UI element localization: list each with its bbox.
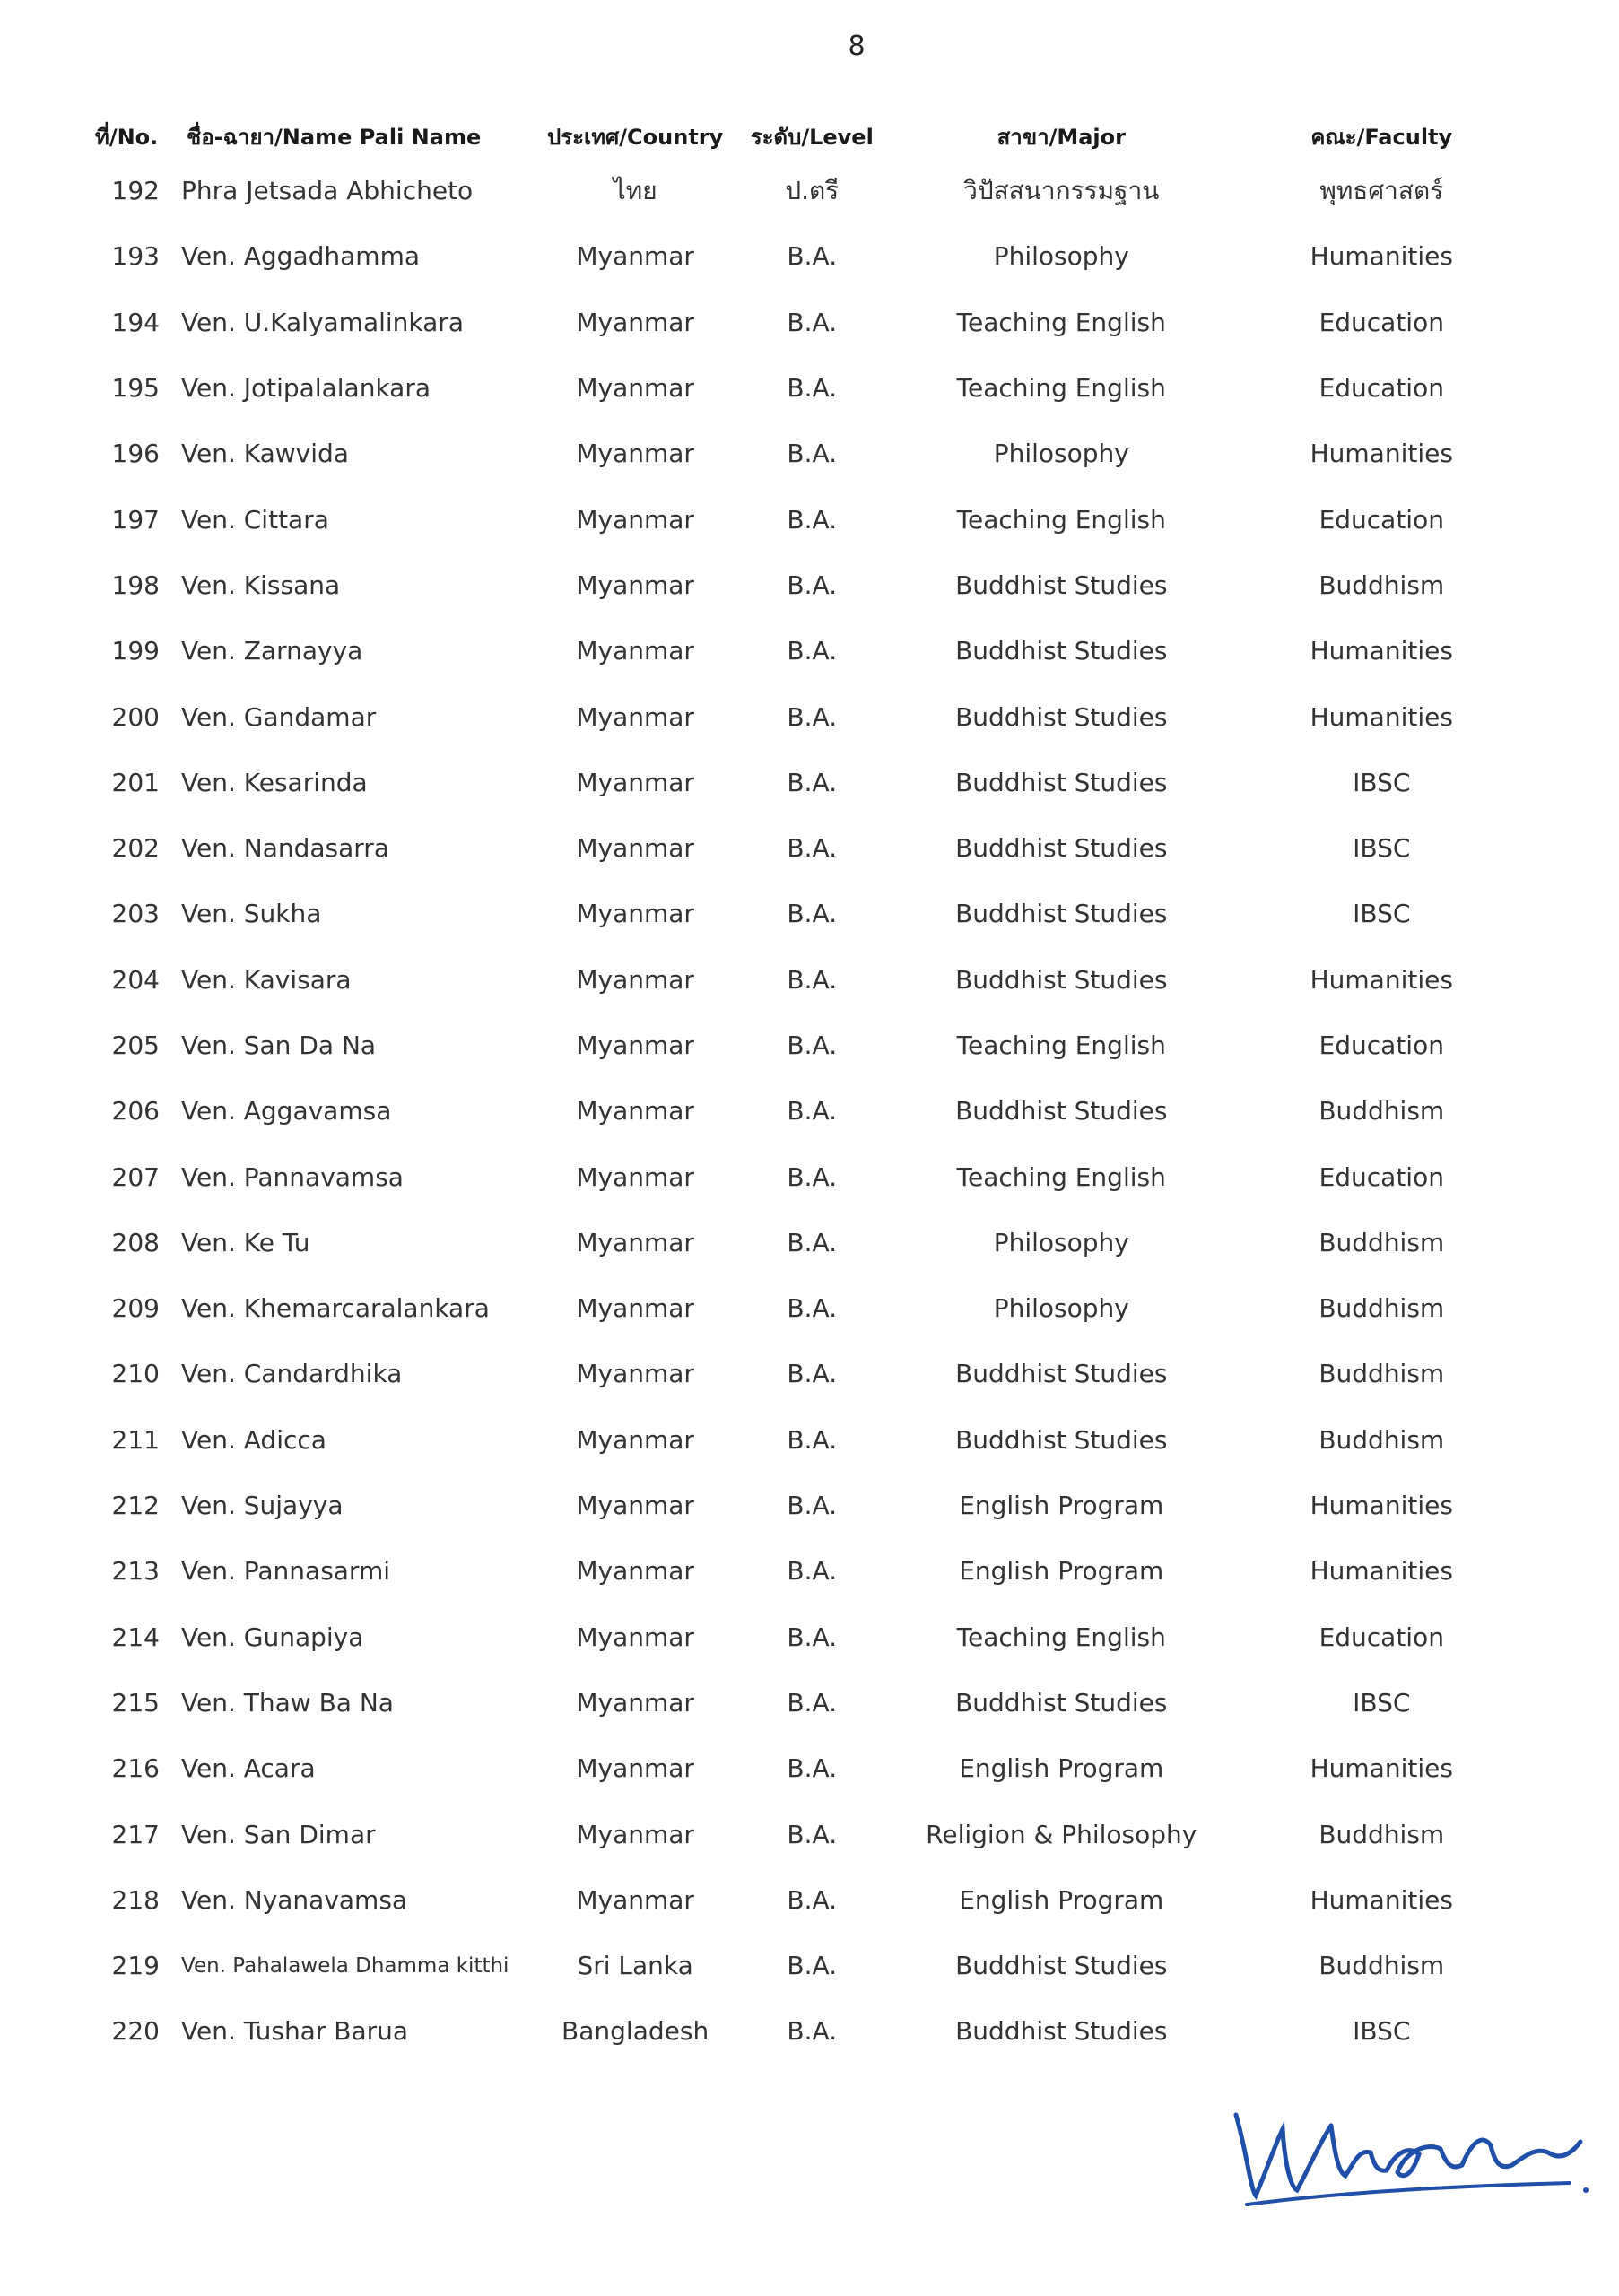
row-major: Teaching English bbox=[956, 307, 1166, 337]
row-number: 209 bbox=[111, 1293, 160, 1324]
row-country: ไทย bbox=[613, 175, 657, 205]
table-row bbox=[86, 1144, 1541, 1209]
row-faculty: Buddhism bbox=[1319, 1359, 1445, 1389]
row-level: B.A. bbox=[787, 1424, 838, 1455]
table-row bbox=[86, 552, 1541, 618]
row-number: 216 bbox=[111, 1753, 160, 1784]
row-faculty: Buddhism bbox=[1319, 1227, 1445, 1257]
row-faculty: Humanities bbox=[1310, 1491, 1453, 1521]
row-level: B.A. bbox=[787, 307, 838, 337]
row-major: Philosophy bbox=[993, 1293, 1129, 1324]
row-major: Buddhist Studies bbox=[955, 570, 1168, 600]
row-country: Sri Lanka bbox=[577, 1951, 693, 1981]
table-row bbox=[86, 1013, 1541, 1078]
row-major: Teaching English bbox=[956, 1031, 1166, 1060]
row-faculty: Education bbox=[1319, 504, 1444, 535]
row-major: English Program bbox=[959, 1753, 1164, 1784]
table-row bbox=[86, 1605, 1541, 1670]
row-country: Myanmar bbox=[576, 1884, 694, 1915]
row-level: B.A. bbox=[787, 1491, 838, 1521]
row-faculty: Education bbox=[1319, 1161, 1444, 1192]
row-number: 197 bbox=[111, 504, 160, 535]
row-country: Myanmar bbox=[576, 1424, 694, 1455]
row-number: 214 bbox=[111, 1622, 160, 1652]
row-number: 210 bbox=[111, 1359, 160, 1389]
row-faculty: Humanities bbox=[1310, 241, 1453, 272]
row-level: B.A. bbox=[787, 570, 838, 600]
row-major: Teaching English bbox=[956, 1622, 1166, 1652]
row-level: B.A. bbox=[787, 899, 838, 929]
row-level: B.A. bbox=[787, 1819, 838, 1849]
row-country: Myanmar bbox=[576, 767, 694, 797]
table-row bbox=[86, 1867, 1541, 1933]
row-level: ป.ตรี bbox=[785, 175, 840, 205]
row-faculty: Education bbox=[1319, 307, 1444, 337]
row-faculty: Education bbox=[1319, 373, 1444, 404]
row-major: วิปัสสนากรรมฐาน bbox=[963, 175, 1160, 205]
table-row bbox=[86, 750, 1541, 815]
table-header-row bbox=[86, 115, 1541, 158]
row-number: 206 bbox=[111, 1096, 160, 1126]
row-major: English Program bbox=[959, 1884, 1164, 1915]
row-name: Ven. Acara bbox=[181, 1753, 316, 1784]
row-name: Ven. Sujayya bbox=[181, 1491, 344, 1521]
row-name: Ven. Tushar Barua bbox=[181, 2016, 409, 2047]
row-major: Buddhist Studies bbox=[955, 636, 1168, 666]
row-major: Buddhist Studies bbox=[955, 833, 1168, 864]
row-country: Myanmar bbox=[576, 1491, 694, 1521]
row-country: Myanmar bbox=[576, 1031, 694, 1060]
row-number: 202 bbox=[111, 833, 160, 864]
row-name: Ven. San Dimar bbox=[181, 1819, 376, 1849]
header-level: ระดับ/Level bbox=[750, 124, 874, 150]
row-number: 205 bbox=[111, 1031, 160, 1060]
row-level: B.A. bbox=[787, 1359, 838, 1389]
row-number: 200 bbox=[111, 701, 160, 732]
row-country: Myanmar bbox=[576, 964, 694, 995]
row-number: 212 bbox=[111, 1491, 160, 1521]
table-row bbox=[86, 158, 1541, 223]
row-name: Ven. Nyanavamsa bbox=[181, 1884, 408, 1915]
row-number: 201 bbox=[111, 767, 160, 797]
header-major: สาขา/Major bbox=[997, 124, 1126, 150]
row-level: B.A. bbox=[787, 1622, 838, 1652]
row-country: Myanmar bbox=[576, 570, 694, 600]
row-name: Ven. Khemarcaralankara bbox=[181, 1293, 490, 1324]
row-major: Buddhist Studies bbox=[955, 2016, 1168, 2047]
row-major: Religion & Philosophy bbox=[926, 1819, 1197, 1849]
header-no: ที่/No. bbox=[95, 124, 159, 150]
row-level: B.A. bbox=[787, 767, 838, 797]
row-level: B.A. bbox=[787, 241, 838, 272]
row-number: 213 bbox=[111, 1556, 160, 1587]
row-name: Ven. Pannavamsa bbox=[181, 1161, 404, 1192]
table-row bbox=[86, 1538, 1541, 1604]
row-number: 211 bbox=[111, 1424, 160, 1455]
row-level: B.A. bbox=[787, 1556, 838, 1587]
row-number: 196 bbox=[111, 439, 160, 469]
row-name: Ven. Kawvida bbox=[181, 439, 349, 469]
row-major: Teaching English bbox=[956, 1161, 1166, 1192]
row-level: B.A. bbox=[787, 1161, 838, 1192]
row-number: 203 bbox=[111, 899, 160, 929]
row-number: 193 bbox=[111, 241, 160, 272]
row-faculty: Buddhism bbox=[1319, 1293, 1445, 1324]
row-country: Myanmar bbox=[576, 1622, 694, 1652]
row-major: Buddhist Studies bbox=[955, 1359, 1168, 1389]
row-country: Myanmar bbox=[576, 833, 694, 864]
row-country: Myanmar bbox=[576, 1819, 694, 1849]
row-country: Myanmar bbox=[576, 1293, 694, 1324]
row-faculty: IBSC bbox=[1353, 1687, 1411, 1718]
table-row bbox=[86, 1275, 1541, 1341]
row-major: Buddhist Studies bbox=[955, 1951, 1168, 1981]
row-name: Phra Jetsada Abhicheto bbox=[181, 176, 474, 206]
table-body bbox=[86, 158, 1541, 2065]
row-country: Myanmar bbox=[576, 439, 694, 469]
row-name: Ven. Adicca bbox=[181, 1424, 326, 1455]
table-row bbox=[86, 683, 1541, 749]
row-major: Philosophy bbox=[993, 439, 1129, 469]
row-number: 194 bbox=[111, 307, 160, 337]
row-level: B.A. bbox=[787, 1293, 838, 1324]
row-country: Myanmar bbox=[576, 1096, 694, 1126]
row-faculty: Buddhism bbox=[1319, 1819, 1445, 1849]
row-name: Ven. U.Kalyamalinkara bbox=[181, 307, 464, 337]
row-faculty: Humanities bbox=[1310, 1884, 1453, 1915]
row-name: Ven. Gandamar bbox=[181, 701, 377, 732]
page-number: 8 bbox=[848, 30, 866, 62]
row-faculty: Humanities bbox=[1310, 636, 1453, 666]
row-country: Bangladesh bbox=[561, 2016, 709, 2047]
row-name: Ven. Ke Tu bbox=[181, 1227, 310, 1257]
table-row bbox=[86, 1801, 1541, 1866]
row-major: English Program bbox=[959, 1556, 1164, 1587]
table-row bbox=[86, 947, 1541, 1013]
row-name: Ven. Gunapiya bbox=[181, 1622, 364, 1652]
row-faculty: Humanities bbox=[1310, 701, 1453, 732]
row-level: B.A. bbox=[787, 1227, 838, 1257]
row-level: B.A. bbox=[787, 1884, 838, 1915]
table-row bbox=[86, 290, 1541, 355]
row-major: Philosophy bbox=[993, 241, 1129, 272]
row-country: Myanmar bbox=[576, 1359, 694, 1389]
header-name: ชื่อ-ฉายา/Name Pali Name bbox=[187, 124, 482, 150]
row-faculty: Humanities bbox=[1310, 964, 1453, 995]
row-number: 199 bbox=[111, 636, 160, 666]
row-faculty: IBSC bbox=[1353, 2016, 1411, 2047]
row-name: Ven. Candardhika bbox=[181, 1359, 403, 1389]
row-country: Myanmar bbox=[576, 1753, 694, 1784]
row-name: Ven. Aggavamsa bbox=[181, 1096, 392, 1126]
row-level: B.A. bbox=[787, 1096, 838, 1126]
row-major: Teaching English bbox=[956, 504, 1166, 535]
row-major: Buddhist Studies bbox=[955, 701, 1168, 732]
row-country: Myanmar bbox=[576, 1687, 694, 1718]
row-level: B.A. bbox=[787, 439, 838, 469]
row-name: Ven. Aggadhamma bbox=[181, 241, 420, 272]
row-faculty: Humanities bbox=[1310, 1753, 1453, 1784]
row-name: Ven. Cittara bbox=[181, 504, 329, 535]
row-country: Myanmar bbox=[576, 307, 694, 337]
row-faculty: IBSC bbox=[1353, 767, 1411, 797]
row-faculty: IBSC bbox=[1353, 899, 1411, 929]
row-country: Myanmar bbox=[576, 241, 694, 272]
row-number: 192 bbox=[111, 176, 160, 206]
table-row bbox=[86, 223, 1541, 289]
row-level: B.A. bbox=[787, 701, 838, 732]
table-row bbox=[86, 1933, 1541, 1998]
row-number: 207 bbox=[111, 1161, 160, 1192]
row-major: English Program bbox=[959, 1491, 1164, 1521]
table-row bbox=[86, 1998, 1541, 2064]
row-country: Myanmar bbox=[576, 636, 694, 666]
table-row bbox=[86, 815, 1541, 881]
row-number: 218 bbox=[111, 1884, 160, 1915]
row-number: 208 bbox=[111, 1227, 160, 1257]
header-country: ประเทศ/Country bbox=[547, 124, 724, 150]
row-level: B.A. bbox=[787, 1753, 838, 1784]
table-row bbox=[86, 1407, 1541, 1473]
row-country: Myanmar bbox=[576, 504, 694, 535]
row-faculty: Buddhism bbox=[1319, 1951, 1445, 1981]
table-row bbox=[86, 881, 1541, 946]
header-faculty: คณะ/Faculty bbox=[1310, 124, 1453, 150]
row-level: B.A. bbox=[787, 636, 838, 666]
row-name: Ven. Pahalawela Dhamma kitthi bbox=[181, 1953, 509, 1978]
row-name: Ven. Kavisara bbox=[181, 964, 352, 995]
row-major: Buddhist Studies bbox=[955, 1424, 1168, 1455]
table-row bbox=[86, 486, 1541, 552]
row-major: Philosophy bbox=[993, 1227, 1129, 1257]
row-name: Ven. Kissana bbox=[181, 570, 341, 600]
row-faculty: Humanities bbox=[1310, 439, 1453, 469]
row-name: Ven. Thaw Ba Na bbox=[181, 1687, 394, 1718]
student-roster-table bbox=[86, 115, 1541, 2065]
row-country: Myanmar bbox=[576, 1161, 694, 1192]
row-faculty: Education bbox=[1319, 1622, 1444, 1652]
row-major: Teaching English bbox=[956, 373, 1166, 404]
row-number: 198 bbox=[111, 570, 160, 600]
table-row bbox=[86, 1078, 1541, 1144]
row-level: B.A. bbox=[787, 1687, 838, 1718]
row-faculty: Education bbox=[1319, 1031, 1444, 1060]
row-major: Buddhist Studies bbox=[955, 964, 1168, 995]
table-row bbox=[86, 1670, 1541, 1735]
row-faculty: IBSC bbox=[1353, 833, 1411, 864]
table-row bbox=[86, 1735, 1541, 1801]
row-country: Myanmar bbox=[576, 701, 694, 732]
row-name: Ven. Sukha bbox=[181, 899, 322, 929]
row-major: Buddhist Studies bbox=[955, 1687, 1168, 1718]
row-name: Ven. San Da Na bbox=[181, 1031, 377, 1060]
table-row bbox=[86, 1473, 1541, 1538]
table-row bbox=[86, 1210, 1541, 1275]
row-level: B.A. bbox=[787, 964, 838, 995]
row-number: 220 bbox=[111, 2016, 160, 2047]
row-name: Ven. Jotipalalankara bbox=[181, 373, 431, 404]
row-number: 195 bbox=[111, 373, 160, 404]
row-level: B.A. bbox=[787, 373, 838, 404]
row-number: 215 bbox=[111, 1687, 160, 1718]
row-name: Ven. Pannasarmi bbox=[181, 1556, 391, 1587]
row-country: Myanmar bbox=[576, 1227, 694, 1257]
row-faculty: Humanities bbox=[1310, 1556, 1453, 1587]
row-faculty: Buddhism bbox=[1319, 1096, 1445, 1126]
row-name: Ven. Nandasarra bbox=[181, 833, 389, 864]
row-level: B.A. bbox=[787, 2016, 838, 2047]
row-country: Myanmar bbox=[576, 373, 694, 404]
row-major: Buddhist Studies bbox=[955, 899, 1168, 929]
table-row bbox=[86, 618, 1541, 683]
signature-image bbox=[1220, 2090, 1597, 2215]
row-faculty: พุทธศาสตร์ bbox=[1319, 175, 1444, 205]
row-level: B.A. bbox=[787, 1951, 838, 1981]
row-level: B.A. bbox=[787, 833, 838, 864]
row-faculty: Buddhism bbox=[1319, 570, 1445, 600]
row-country: Myanmar bbox=[576, 1556, 694, 1587]
row-name: Ven. Zarnayya bbox=[181, 636, 363, 666]
row-country: Myanmar bbox=[576, 899, 694, 929]
row-number: 204 bbox=[111, 964, 160, 995]
row-number: 217 bbox=[111, 1819, 160, 1849]
row-major: Buddhist Studies bbox=[955, 767, 1168, 797]
row-major: Buddhist Studies bbox=[955, 1096, 1168, 1126]
table-row bbox=[86, 355, 1541, 421]
table-row bbox=[86, 421, 1541, 486]
row-name: Ven. Kesarinda bbox=[181, 767, 368, 797]
row-level: B.A. bbox=[787, 1031, 838, 1060]
row-faculty: Buddhism bbox=[1319, 1424, 1445, 1455]
row-number: 219 bbox=[111, 1951, 160, 1981]
table-row bbox=[86, 1341, 1541, 1406]
row-level: B.A. bbox=[787, 504, 838, 535]
